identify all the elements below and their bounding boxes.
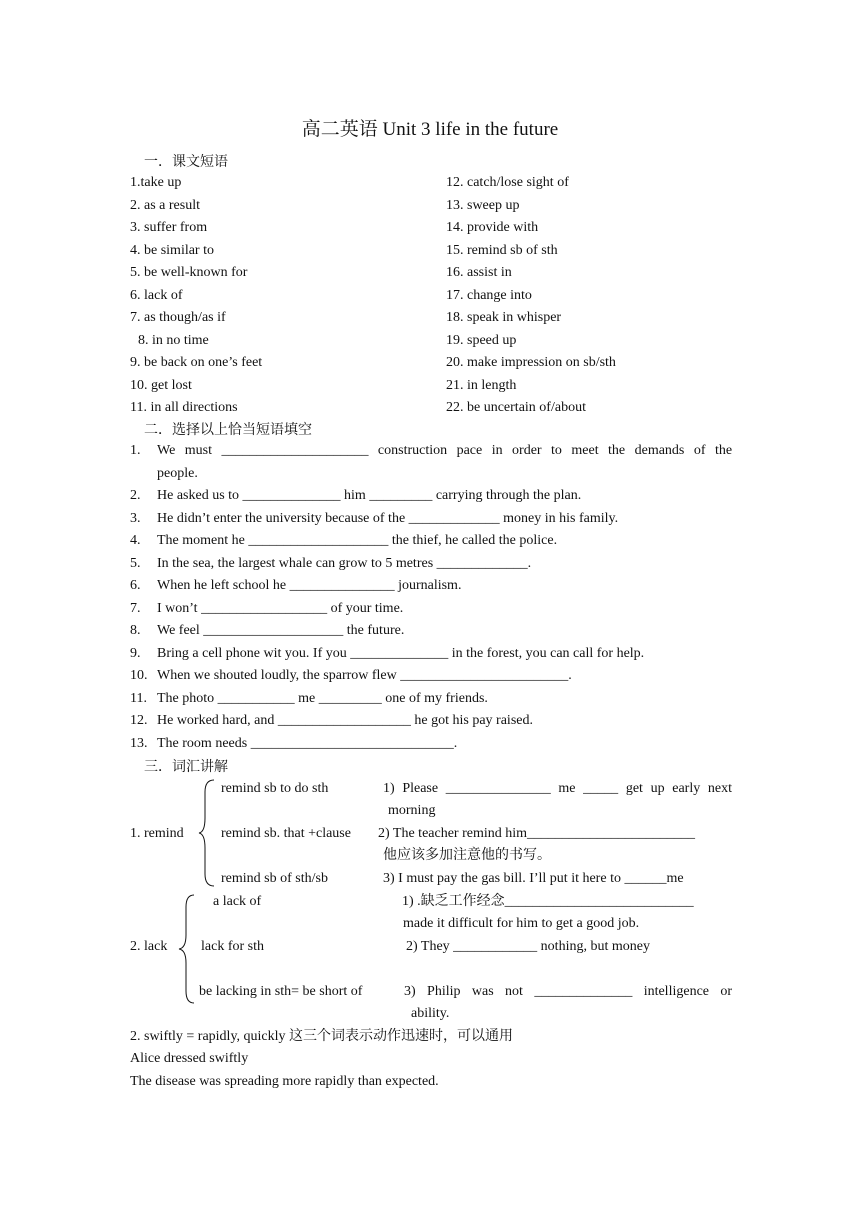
question-number: 8. — [130, 623, 141, 638]
question-text: When he left school he _______________ journalism. — [157, 578, 462, 593]
section1-heading: 一．课文短语 — [144, 155, 228, 170]
example-line: 2) The teacher remind him________________________ — [378, 826, 696, 841]
example-line: 2) They ____________ nothing, but money — [406, 939, 650, 954]
usage-pattern: remind sb. that +clause — [221, 826, 351, 841]
word: must — [184, 443, 212, 458]
question-text: The photo ___________ me _________ one of my friends. — [157, 691, 488, 706]
phrase-item: 6. lack of — [130, 288, 183, 303]
question-1-line — [157, 441, 732, 461]
phrase-item: 19. speed up — [446, 333, 517, 348]
section2-heading: 二．选择以上恰当短语填空 — [144, 423, 312, 438]
brace-icon — [177, 893, 199, 1005]
usage-pattern: lack for sth — [201, 939, 264, 954]
phrase-item: 12. catch/lose sight of — [446, 175, 569, 190]
page-title: 高二英语 Unit 3 life in the future — [301, 119, 559, 140]
example-line: 3) I must pay the gas bill. I’ll put it here to ______me — [383, 871, 684, 886]
word: demands — [634, 443, 685, 458]
usage-pattern: a lack of — [213, 894, 262, 909]
word: construction — [377, 443, 448, 458]
word: 1) — [383, 781, 395, 796]
answer-blank: ______________ — [534, 984, 633, 999]
question-number: 5. — [130, 556, 141, 571]
word: or — [720, 984, 733, 999]
question-text: The room needs _____________________________. — [157, 736, 458, 751]
word: We — [157, 443, 176, 458]
phrase-item: 8. in no time — [138, 333, 209, 348]
question-number: 2. — [130, 488, 141, 503]
usage-pattern: be lacking in sth= be short of — [199, 984, 363, 999]
answer-blank: _______________ — [445, 781, 551, 796]
question-number: 7. — [130, 601, 141, 616]
phrase-item: 3. suffer from — [130, 220, 208, 235]
phrase-item: 20. make impression on sb/sth — [446, 355, 616, 370]
phrase-item: 5. be well-known for — [130, 265, 248, 280]
phrase-item: 18. speak in whisper — [446, 310, 562, 325]
answer-blank: _____________________ — [221, 443, 369, 458]
question-number: 4. — [130, 533, 141, 548]
question-text: He worked hard, and ___________________ he got his pay raised. — [157, 713, 533, 728]
word: get — [625, 781, 643, 796]
word: not — [505, 984, 523, 999]
example-line: ability. — [411, 1006, 450, 1021]
word: 3) — [404, 984, 416, 999]
word: was — [471, 984, 494, 999]
phrase-item: 7. as though/as if — [130, 310, 226, 325]
word: to — [551, 443, 562, 458]
question-number: 10. — [130, 668, 148, 683]
usage-pattern: remind sb of sth/sb — [221, 871, 328, 886]
phrase-item: 16. assist in — [446, 265, 512, 280]
question-number: 1. — [130, 443, 141, 458]
question-text: When we shouted loudly, the sparrow flew ________________________. — [157, 668, 572, 683]
question-number: 11. — [130, 691, 147, 706]
phrase-item: 22. be uncertain of/about — [446, 400, 586, 415]
word: pace — [456, 443, 483, 458]
phrase-item: 11. in all directions — [130, 400, 238, 415]
example-line: morning — [388, 803, 436, 818]
usage-pattern: remind sb to do sth — [221, 781, 329, 796]
question-text: We feel ____________________ the future. — [157, 623, 405, 638]
answer-blank: _____ — [583, 781, 619, 796]
word: me — [558, 781, 576, 796]
example-sentence: The disease was spreading more rapidly than expected. — [130, 1074, 439, 1089]
question-number: 13. — [130, 736, 148, 751]
example-line — [383, 779, 732, 799]
word: the — [608, 443, 626, 458]
phrase-item: 4. be similar to — [130, 243, 214, 258]
example-sentence: Alice dressed swiftly — [130, 1051, 249, 1066]
example-line: made it difficult for him to get a good job. — [403, 916, 640, 931]
phrase-item: 2. as a result — [130, 198, 200, 213]
question-text: The moment he ____________________ the thief, he called the police. — [157, 533, 558, 548]
phrase-item: 10. get lost — [130, 378, 192, 393]
phrase-item: 17. change into — [446, 288, 532, 303]
example-line: 1) .缺乏工作经念___________________________ — [402, 894, 694, 909]
lack-label: 2. lack — [130, 939, 168, 954]
question-text: In the sea, the largest whale can grow to 5 metres _____________. — [157, 556, 532, 571]
question-text: He asked us to ______________ him _________ carrying through the plan. — [157, 488, 582, 503]
word: Please — [402, 781, 439, 796]
question-number: 12. — [130, 713, 148, 728]
word: the — [714, 443, 733, 458]
question-number: 3. — [130, 511, 141, 526]
word: up — [650, 781, 665, 796]
brace-icon — [198, 778, 220, 888]
phrase-item: 13. sweep up — [446, 198, 520, 213]
question-1-continuation: people. — [157, 466, 198, 481]
question-text: Bring a cell phone wit you. If you ______________ in the forest, you can call for help. — [157, 646, 645, 661]
word: intelligence — [643, 984, 709, 999]
remind-label: 1. remind — [130, 826, 184, 841]
phrase-item: 21. in length — [446, 378, 517, 393]
vocab-note: 2. swiftly = rapidly, quickly 这三个词表示动作迅速时，可以通用 — [130, 1029, 514, 1044]
question-number: 6. — [130, 578, 141, 593]
question-text: He didn’t enter the university because of the _____________ money in his family. — [157, 511, 619, 526]
section3-heading: 三．词汇讲解 — [144, 760, 228, 775]
example-line — [404, 982, 732, 1002]
question-number: 9. — [130, 646, 141, 661]
phrase-item: 9. be back on one’s feet — [130, 355, 263, 370]
phrase-item: 1.take up — [130, 175, 182, 190]
word: of — [693, 443, 706, 458]
example-line: 他应该多加注意他的书写。 — [383, 848, 551, 863]
word: Philip — [427, 984, 461, 999]
phrase-item: 14. provide with — [446, 220, 539, 235]
question-text: I won’t __________________ of your time. — [157, 601, 404, 616]
word: next — [707, 781, 732, 796]
phrase-item: 15. remind sb of sth — [446, 243, 558, 258]
word: order — [512, 443, 542, 458]
word: meet — [571, 443, 599, 458]
word: in — [491, 443, 503, 458]
word: early — [672, 781, 701, 796]
